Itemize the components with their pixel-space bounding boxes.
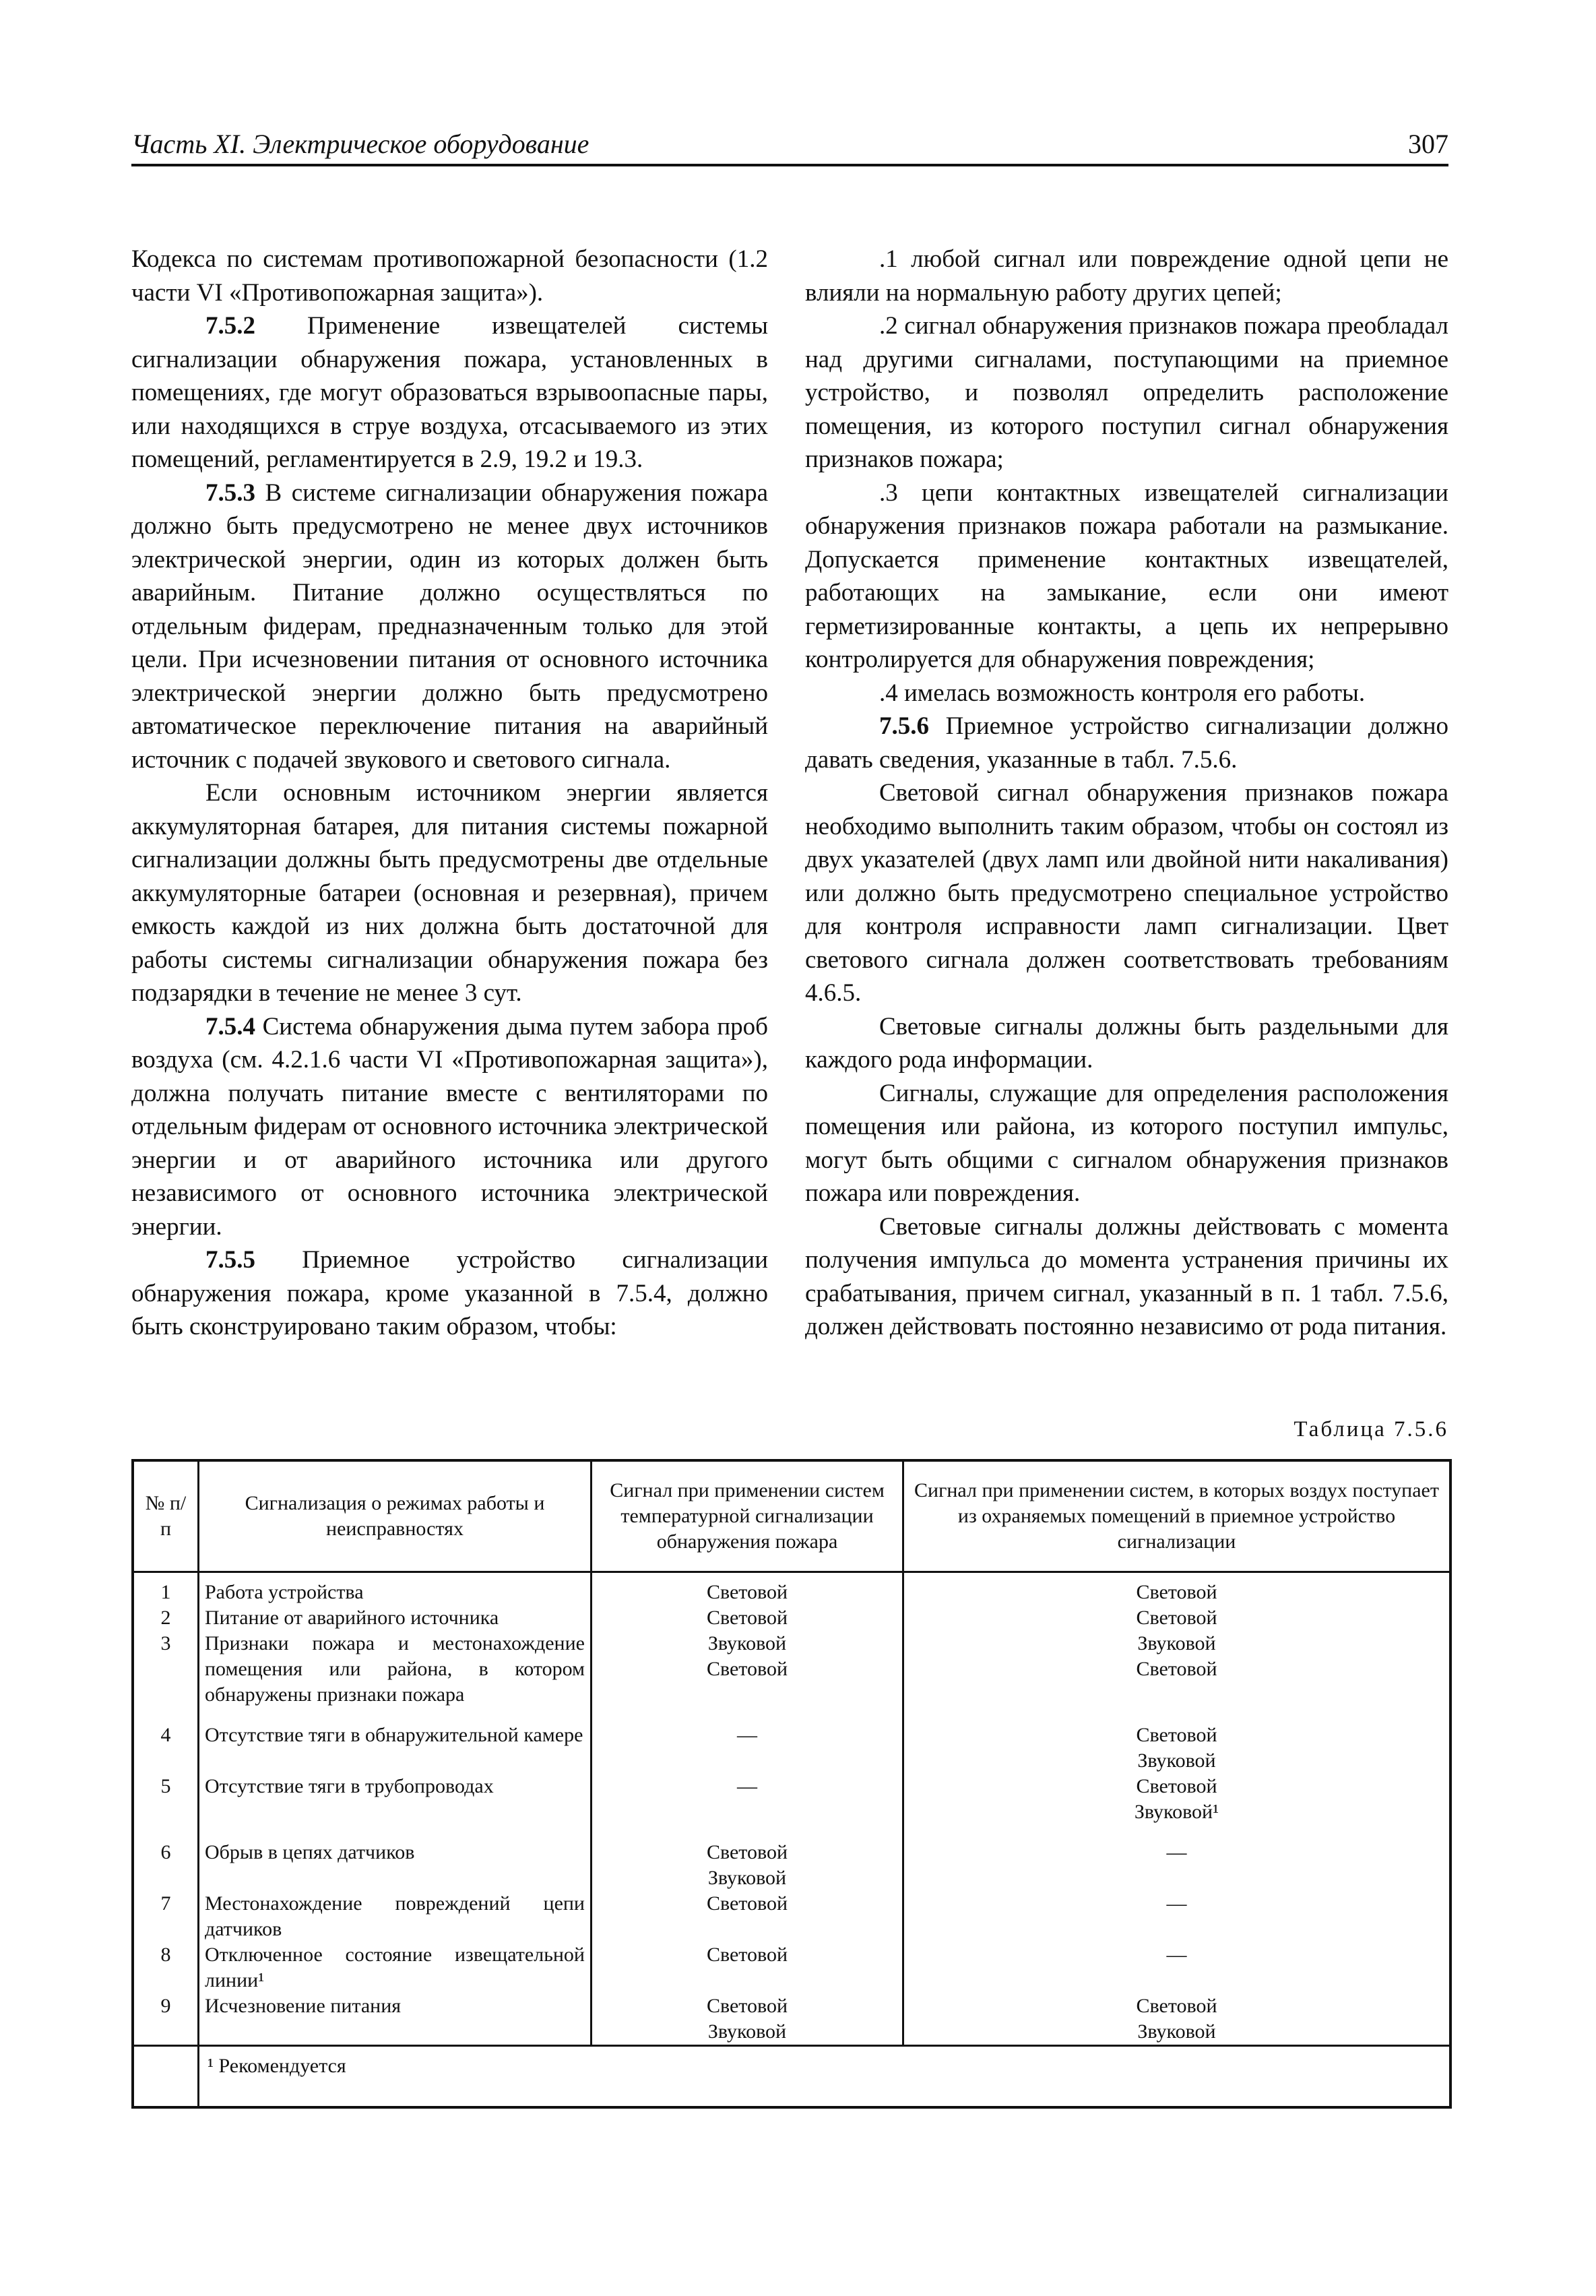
paragraph: 7.5.3 В системе сигнализации обнаружения пожара должно быть предусмотрено не менее двух источников электрической энергии, один из которых должен быть аварийным. Питание должно осуществляться по отдельным фидерам, предназначенным только для этой цели. При исчезновении питания от основного источника электрической энергии должно быть предусмотрено автоматическое переключение питания на аварийный источник с подачей звукового и светового сигнала. xyxy=(131,478,768,774)
table-footnote: ¹ Рекомендуется xyxy=(199,2046,1451,2108)
cell-air: Звуковой Световой xyxy=(903,1631,1451,1708)
header-temp: Сигнал при применении систем температурной сигнализации обнаружения пожара xyxy=(592,1460,903,1572)
cell-no: 4 xyxy=(133,1723,199,1774)
cell-temp: Световой xyxy=(592,1891,903,1942)
cell-no: 7 xyxy=(133,1891,199,1942)
paragraph: Кодекса по системам противопожарной безопасности (1.2 части VI «Противопожарная защита»). xyxy=(131,245,768,307)
page-header xyxy=(131,131,1448,166)
paragraph: .4 имелась возможность контроля его работы. xyxy=(879,679,1366,707)
table-row xyxy=(133,1723,1450,1774)
cell-air: Световой Звуковой¹ xyxy=(903,1774,1451,1825)
cell-no: 8 xyxy=(133,1942,199,1993)
table-row xyxy=(133,1891,1450,1942)
paragraph: Если основным источником энергии является аккумуляторная батарея, для питания системы пожарной сигнализации должны быть предусмотрены две отдельные аккумуляторные батареи (основная и резервная), причем емкость каждой из них должна быть достаточной для работы системы сигнализации обнаружения пожара без подзарядки в течение не менее 3 сут. xyxy=(131,779,768,1007)
paragraph: Световые сигналы должны быть раздельными для каждого рода информации. xyxy=(805,1012,1448,1074)
header-air: Сигнал при применении систем, в которых воздух поступает из охраняемых помещений в приемное устройство сигнализации xyxy=(903,1460,1451,1572)
paragraph: 7.5.4 Система обнаружения дыма путем забора проб воздуха (см. 4.2.1.6 части VI «Противопожарная защита»), должна получать питание вместе с вентиляторами по отдельным фидерам от основного источника электрической энергии и от аварийного источника или другого независимого от основного источника электрической энергии. xyxy=(131,1012,768,1241)
table-row xyxy=(133,1942,1450,1993)
cell-temp: Световой xyxy=(592,1942,903,1993)
cell-desc: Отключенное состояние извещательной линии¹ xyxy=(199,1942,592,1993)
cell-air: — xyxy=(903,1942,1451,1993)
paragraph: Световые сигналы должны действовать с момента получения импульса до момента устранения причины их срабатывания, причем сигнал, указанный в п. 1 табл. 7.5.6, должен действовать постоянно независимо от рода питания. xyxy=(805,1212,1448,1340)
cell-temp: Световой Звуковой xyxy=(592,1993,903,2046)
cell-air: Световой xyxy=(903,1605,1451,1631)
cell-desc: Отсутствие тяги в обнаружительной камере xyxy=(199,1723,592,1774)
cell-temp: — xyxy=(592,1774,903,1825)
table-caption: Таблица 7.5.6 xyxy=(1294,1417,1448,1441)
cell-temp: — xyxy=(592,1723,903,1774)
cell-air: — xyxy=(903,1840,1451,1891)
cell-desc: Питание от аварийного источника xyxy=(199,1605,592,1631)
paragraph: .2 сигнал обнаружения признаков пожара преобладал над другими сигналами, поступающими на приемное устройство, и позволял определить расположение помещения, из которого поступил сигнал обнаружения признаков пожара; xyxy=(805,312,1448,473)
cell-no: 3 xyxy=(133,1631,199,1708)
page-number: 307 xyxy=(1408,129,1448,159)
paragraph: 7.5.5 Приемное устройство сигнализации обнаружения пожара, кроме указанной в 7.5.4, должно быть сконструировано таким образом, чтобы: xyxy=(131,1246,768,1340)
header-desc: Сигнализация о режимах работы и неисправностях xyxy=(199,1460,592,1572)
table-row xyxy=(133,1605,1450,1631)
cell-air: — xyxy=(903,1891,1451,1942)
paragraph: 7.5.2 Применение извещателей системы сигнализации обнаружения пожара, установленных в помещениях, где могут образоваться взрывоопасные пары, или находящихся в струе воздуха, отсасываемого из этих помещений, регламентируется в 2.9, 19.2 и 19.3. xyxy=(131,312,768,473)
table-row xyxy=(133,1572,1450,1606)
table-row xyxy=(133,1993,1450,2046)
paragraph: Сигналы, служащие для определения расположения помещения или района, из которого поступил импульс, могут быть общими с сигналом обнаружения признаков пожара или повреждения. xyxy=(805,1079,1448,1207)
left-column xyxy=(131,243,768,1344)
paragraph: .3 цепи контактных извещателей сигнализации обнаружения признаков пожара работали на размыкание. Допускается применение контактных извещателей, работающих на замыкание, если они имеют герметизированные контакты, а цепь их непрерывно контролируется для обнаружения повреждения; xyxy=(805,478,1448,673)
cell-temp: Световой xyxy=(592,1572,903,1606)
cell-no: 9 xyxy=(133,1993,199,2046)
cell-desc: Исчезновение питания xyxy=(199,1993,592,2046)
cell-temp: Звуковой Световой xyxy=(592,1631,903,1708)
cell-desc: Местонахождение повреждений цепи датчиков xyxy=(199,1891,592,1942)
running-title: Часть XI. Электрическое оборудование xyxy=(131,129,589,159)
table-row xyxy=(133,1774,1450,1825)
paragraph: .1 любой сигнал или повреждение одной цепи не влияли на нормальную работу других цепей; xyxy=(805,245,1448,307)
cell-air: Световой Звуковой xyxy=(903,1993,1451,2046)
cell-temp: Световой xyxy=(592,1605,903,1631)
cell-air: Световой Звуковой xyxy=(903,1723,1451,1774)
cell-temp: Световой Звуковой xyxy=(592,1840,903,1891)
cell-no: 1 xyxy=(133,1572,199,1606)
header-no: № п/п xyxy=(133,1460,199,1572)
cell-desc: Обрыв в цепях датчиков xyxy=(199,1840,592,1891)
right-column xyxy=(805,243,1448,1344)
paragraph: 7.5.6 Приемное устройство сигнализации должно давать сведения, указанные в табл. 7.5.6. xyxy=(805,712,1448,774)
cell-desc: Признаки пожара и местонахождение помещения или района, в котором обнаружены признаки пожара xyxy=(199,1631,592,1708)
table-header-row xyxy=(133,1460,1450,1572)
signals-table xyxy=(131,1459,1452,2109)
cell-no: 6 xyxy=(133,1840,199,1891)
cell-no: 2 xyxy=(133,1605,199,1631)
cell-air: Световой xyxy=(903,1572,1451,1606)
paragraph: Световой сигнал обнаружения признаков пожара необходимо выполнить таким образом, чтобы он состоял из двух указателей (двух ламп или двойной нити накаливания) или должно быть предусмотрено специальное устройство для контроля исправности ламп сигнализации. Цвет светового сигнала должен соответствовать требованиям 4.6.5. xyxy=(805,779,1448,1007)
table-row xyxy=(133,1631,1450,1708)
cell-no: 5 xyxy=(133,1774,199,1825)
cell-desc: Отсутствие тяги в трубопроводах xyxy=(199,1774,592,1825)
table-row xyxy=(133,1840,1450,1891)
cell-desc: Работа устройства xyxy=(199,1572,592,1606)
